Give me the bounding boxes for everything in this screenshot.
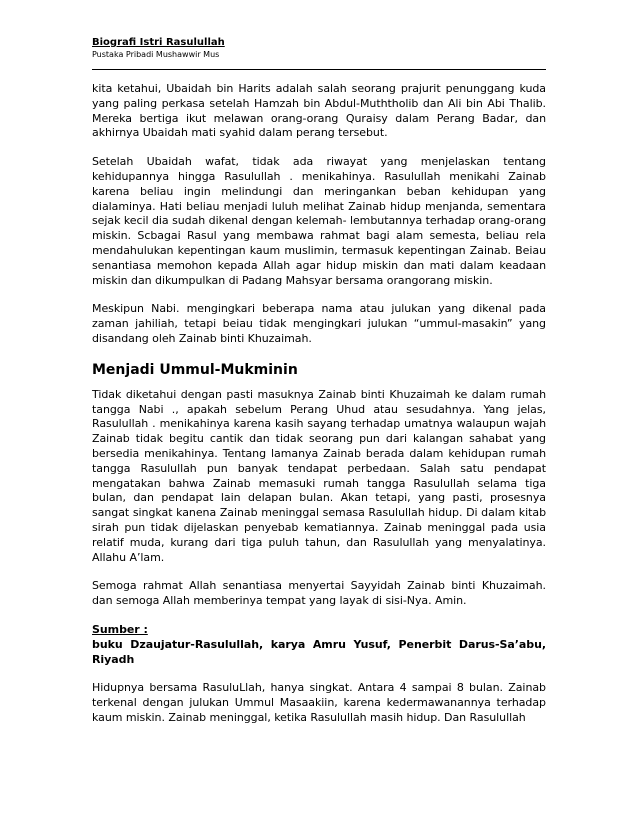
source-text: buku Dzaujatur-Rasulullah, karya Amru Yusuf, Penerbit Darus-Sa’abu, Riyadh xyxy=(92,637,546,666)
document-page xyxy=(92,36,546,740)
paragraph-ummul-masakin: Meskipun Nabi. mengingkari beberapa nama atau julukan yang dikenal pada zaman jahiliah, tetapi beiau tidak mengingkari julukan “ummul-masakin” yang disandang oleh Zainab binti Khuzaimah. xyxy=(92,302,546,345)
running-header-title: Biografi Istri Rasulullah xyxy=(92,37,225,48)
paragraph-ubaidah: kita ketahui, Ubaidah bin Harits adalah salah seorang prajurit penunggang kuda yang paling perkasa setelah Hamzah bin Abdul-Muththolib dan Ali bin Abi Thalib. Mereka bertiga ikut melawan orang-orang Quraisy dalam Perang Badar, dan akhirnya Ubaidah mati syahid dalam perang tersebut. xyxy=(92,82,546,140)
source-label: Sumber : xyxy=(92,622,148,636)
paragraph-after-wafat: Setelah Ubaidah wafat, tidak ada riwayat yang menjelaskan tentang kehidupannya hingga Rasulullah . menikahinya. Rasulullah menikahi Zainab karena beliau ingin melindungi dan meringankan beban kehidupan yang dialaminya. Hati beliau menjadi luluh melihat Zainab hidup menjanda, sementara sejak kecil dia sudah dikenal dengan kelemah- lembutannya terhadap orang-orang miskin. Scbagai Rasul yang membawa rahmat bagi alam semesta, beliau rela mendahulukan kepentingan kaum muslimin, termasuk kepentingan Zainab. Beiau senantiasa memohon kepada Allah agar hidup miskin dan mati dalam keadaan miskin dan dikumpulkan di Padang Mahsyar bersama orangorang miskin. xyxy=(92,155,546,287)
running-header-subtitle: Pustaka Pribadi Mushawwir Mus xyxy=(92,50,220,59)
paragraph-prayer: Semoga rahmat Allah senantiasa menyertai Sayyidah Zainab binti Khuzaimah. dan semoga Allah memberinya tempat yang layak di sisi-Nya. Amin. xyxy=(92,579,546,608)
paragraph-hidupnya: Hidupnya bersama RasuluLlah, hanya singkat. Antara 4 sampai 8 bulan. Zainab terkenal dengan julukan Ummul Masaakiin, karena kedermawanannya terhadap kaum miskin. Zainab meninggal, ketika Rasulullah masih hidup. Dan Rasulullah xyxy=(92,681,546,724)
section-heading: Menjadi Ummul-Mukminin xyxy=(92,361,298,378)
header-rule xyxy=(92,69,546,70)
source-block xyxy=(92,623,546,667)
paragraph-marriage: Tidak diketahui dengan pasti masuknya Zainab binti Khuzaimah ke dalam rumah tangga Nabi ., apakah sebelum Perang Uhud atau sesudahnya. Yang jelas, Rasulullah . menikahinya karena kasih sayang terhadap umatnya walaupun wajah Zainab tidak begitu cantik dan tidak seorang pun dari kalangan sahabat yang bersedia menikahinya. Tentang lamanya Zainab berada dalam kehidupan rumah tangga Rasulullah pun banyak tendapat perbedaan. Salah satu pendapat mengatakan bahwa Zainab memasuki rumah tangga Rasulullah selama tiga bulan, dan pendapat lain delapan bulan. Akan tetapi, yang pasti, prosesnya sangat singkat kanena Zainab meninggal semasa Rasulullah hidup. Di dalam kitab sirah pun tidak dijelaskan penyebab kematiannya. Zainab meninggal pada usia relatif muda, kurang dari tiga puluh tahun, dan Rasulullah yang menyalatinya. Allahu A’lam. xyxy=(92,387,546,564)
